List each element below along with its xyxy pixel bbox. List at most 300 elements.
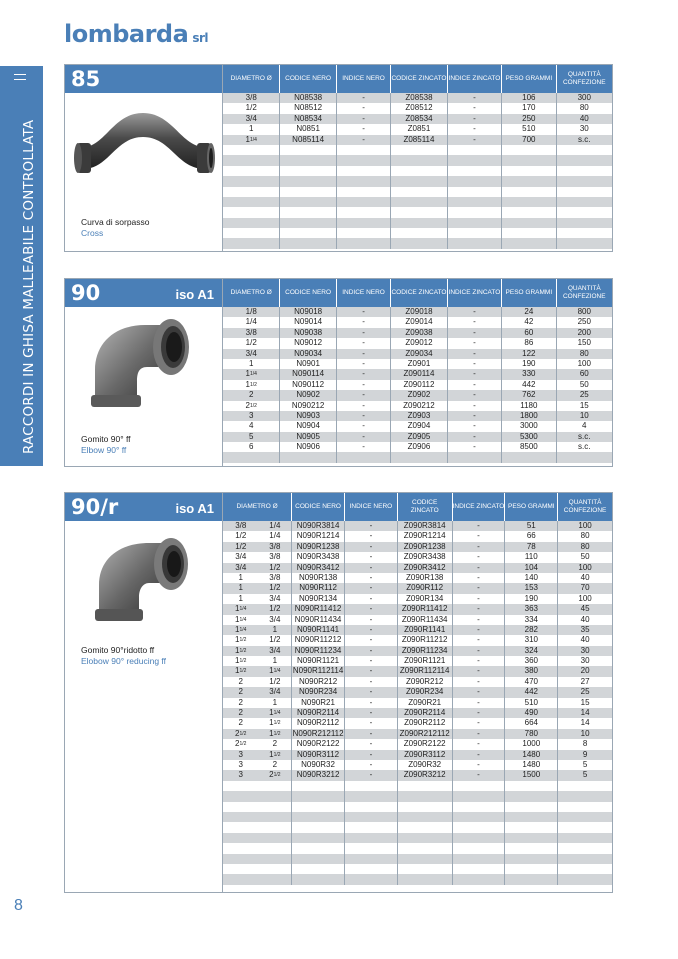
caption-it: Curva di sorpasso — [81, 217, 150, 227]
table-cell: - — [344, 625, 397, 635]
table-cell — [279, 197, 335, 207]
table-cell: s.c. — [556, 432, 612, 442]
table-cell: - — [344, 708, 397, 718]
table-cell — [336, 145, 390, 155]
table-cell — [336, 155, 390, 165]
table-cell — [291, 874, 344, 884]
table-cell: 1500 — [504, 770, 557, 780]
table-cell: Z090112 — [390, 380, 446, 390]
table-cell: N090R1121 — [291, 656, 344, 666]
table-cell: Z090R138 — [397, 573, 452, 583]
table-cell: N090R212 — [291, 677, 344, 687]
table-cell — [259, 833, 292, 843]
table-cell — [504, 812, 557, 822]
table-cell: 3/4 — [269, 645, 281, 655]
table-cell: - — [336, 338, 390, 348]
table-cell — [501, 187, 555, 197]
table-cell: Z090R1214 — [397, 531, 452, 541]
table-cell: Z090R11212 — [397, 635, 452, 645]
table-cell — [504, 781, 557, 791]
table-row — [223, 531, 612, 541]
table-cell — [557, 833, 612, 843]
table-cell: - — [344, 666, 397, 676]
table-cell: $1^{1/2}$ — [235, 656, 247, 666]
table-cell: 1/2 — [245, 103, 257, 113]
table-cell — [390, 166, 446, 176]
table-cell: 310 — [504, 635, 557, 645]
table-cell: 100 — [557, 563, 612, 573]
table-cell — [223, 833, 259, 843]
table-cell: N090R1214 — [291, 531, 344, 541]
table-row — [223, 812, 612, 822]
table-cell: s.c. — [556, 442, 612, 452]
table-cell — [336, 238, 390, 248]
table-cell — [504, 843, 557, 853]
table-cell: N085114 — [279, 135, 335, 145]
column-header-peso: PESO GRAMMI — [501, 65, 555, 93]
column-header-indice-nero: INDICE NERO — [336, 65, 390, 93]
table-cell — [223, 176, 279, 186]
table-cell: Z090R11412 — [397, 604, 452, 614]
table-cell: 1/2 — [269, 676, 281, 686]
table-cell: - — [447, 421, 501, 431]
table-cell: N090R3438 — [291, 552, 344, 562]
table-cell: N0851 — [279, 124, 335, 134]
product-panel — [65, 493, 223, 892]
table-cell — [397, 864, 452, 874]
table-cell — [279, 176, 335, 186]
table-cell — [344, 822, 397, 832]
table-cell — [557, 802, 612, 812]
table-cell: s.c. — [556, 135, 612, 145]
table-cell: - — [447, 328, 501, 338]
table-cell: 3/8 — [245, 93, 257, 102]
table-body — [223, 521, 612, 885]
table-cell: N08538 — [279, 93, 335, 103]
table-cell — [259, 843, 292, 853]
table-cell: Z090R212 — [397, 677, 452, 687]
column-header-codice-zincato: CODICE ZINCATO — [390, 65, 446, 93]
table-row — [223, 135, 612, 145]
table-cell: 800 — [556, 307, 612, 317]
table-cell: - — [447, 317, 501, 327]
page-number: 8 — [14, 897, 23, 914]
section-iso: iso A1 — [175, 287, 214, 302]
table-cell: 100 — [557, 521, 612, 531]
table-cell: N0906 — [279, 442, 335, 452]
table-row — [223, 625, 612, 635]
table-cell — [344, 864, 397, 874]
table-cell: 25 — [556, 390, 612, 400]
table-cell: 45 — [557, 604, 612, 614]
table-cell: N090212 — [279, 401, 335, 411]
table-cell: N090R212112 — [292, 728, 344, 738]
table-cell — [291, 791, 344, 801]
table-cell: 3/8 — [235, 521, 247, 530]
table-cell: 8500 — [501, 442, 555, 452]
table-cell: 3 — [238, 770, 243, 780]
table-row — [223, 854, 612, 864]
table-cell — [397, 874, 452, 884]
table-cell — [397, 843, 452, 853]
table-cell — [452, 874, 505, 884]
table-cell: - — [447, 307, 501, 317]
side-label: RACCORDI IN GHISA MALLEABILE CONTROLLATA — [21, 119, 37, 454]
table-row — [223, 338, 612, 348]
table-cell: 8 — [557, 739, 612, 749]
table-cell: - — [336, 390, 390, 400]
table-row — [223, 103, 612, 113]
table-row — [223, 145, 612, 155]
table-cell — [223, 145, 279, 155]
table-row — [223, 822, 612, 832]
table-cell: 100 — [556, 359, 612, 369]
table-cell — [397, 822, 452, 832]
column-header-quantita: QUANTITÀ CONFEZIONE — [557, 493, 612, 521]
table-cell — [556, 145, 612, 155]
table-cell — [223, 187, 279, 197]
caption-en: Elobow 90° reducing ff — [81, 656, 166, 666]
table-cell: Z090R11234 — [397, 646, 452, 656]
table-cell: Z09018 — [390, 307, 446, 317]
table-cell — [556, 197, 612, 207]
table-row — [223, 207, 612, 217]
table-cell — [501, 166, 555, 176]
table-row — [223, 176, 612, 186]
section-header — [65, 493, 222, 521]
table-cell — [279, 166, 335, 176]
table-cell: Z08512 — [390, 103, 446, 113]
table-cell: - — [447, 411, 501, 421]
column-header-indice-zincato: INDICE ZINCATO — [447, 65, 501, 93]
table-cell — [223, 781, 259, 791]
table-cell — [390, 187, 446, 197]
table-cell: Z09038 — [390, 328, 446, 338]
table-cell: - — [447, 369, 501, 379]
table-cell: - — [447, 359, 501, 369]
table-cell: - — [344, 729, 397, 739]
table-cell — [223, 155, 279, 165]
table-row — [223, 452, 612, 462]
table-cell: $1^{1/2}$ — [235, 645, 247, 655]
table-cell — [259, 854, 292, 864]
table-cell: 80 — [556, 103, 612, 113]
table-cell — [447, 238, 501, 248]
table-cell: N090R11234 — [291, 646, 344, 656]
table-cell: N090R32 — [291, 760, 344, 770]
table-cell: N0905 — [279, 432, 335, 442]
table-cell: $1^{1/4}$ — [269, 708, 281, 718]
table-cell — [501, 218, 555, 228]
table-cell — [557, 854, 612, 864]
table-cell — [344, 781, 397, 791]
column-header-diametro: DIAMETRO Ø — [230, 75, 272, 82]
table-row — [223, 155, 612, 165]
column-header-indice-zincato: INDICE ZINCATO — [452, 493, 505, 521]
table-cell: - — [344, 750, 397, 760]
table-cell: 104 — [504, 563, 557, 573]
table-cell — [279, 207, 335, 217]
table-cell — [344, 812, 397, 822]
table-cell: - — [336, 328, 390, 338]
product-table — [223, 493, 612, 885]
section-header — [65, 279, 222, 307]
table-cell: 363 — [504, 604, 557, 614]
table-cell: - — [452, 625, 505, 635]
elbow-fitting-image — [65, 315, 223, 415]
table-cell — [447, 155, 501, 165]
table-cell: 1180 — [501, 401, 555, 411]
table-cell: 780 — [504, 729, 557, 739]
table-cell: - — [452, 573, 505, 583]
table-cell — [291, 843, 344, 853]
table-cell: - — [452, 718, 505, 728]
table-cell: - — [447, 338, 501, 348]
table-cell: - — [344, 521, 397, 531]
table-cell: 442 — [504, 687, 557, 697]
table-cell: Z090R134 — [397, 594, 452, 604]
table-cell: 1 — [248, 124, 254, 134]
table-row — [223, 432, 612, 442]
table-cell: N0903 — [279, 411, 335, 421]
table-cell: - — [344, 635, 397, 645]
table-cell: $1^{1/4}$ — [269, 666, 281, 676]
table-cell: Z090R11434 — [397, 615, 452, 625]
table-cell: N090R234 — [291, 687, 344, 697]
table-cell: - — [447, 401, 501, 411]
table-cell: 3000 — [501, 421, 555, 431]
table-row — [223, 218, 612, 228]
table-row — [223, 687, 612, 697]
table-cell — [504, 854, 557, 864]
table-cell — [501, 207, 555, 217]
table-cell: 250 — [501, 114, 555, 124]
table-cell — [397, 791, 452, 801]
table-cell — [390, 452, 446, 462]
column-header-indice-zincato: INDICE ZINCATO — [447, 279, 501, 307]
table-row — [223, 114, 612, 124]
brand-name: lombarda — [64, 20, 189, 48]
table-cell: Z090R1121 — [397, 656, 452, 666]
table-cell: 324 — [504, 646, 557, 656]
table-cell: N090114 — [279, 369, 335, 379]
table-cell: $1^{1/2}$ — [245, 379, 257, 389]
table-cell: - — [344, 718, 397, 728]
section-number: 85 — [71, 67, 101, 91]
table-header — [223, 65, 612, 93]
table-cell: 27 — [557, 677, 612, 687]
table-cell: 50 — [557, 552, 612, 562]
section-90 — [64, 278, 613, 467]
table-cell: Z090R112 — [397, 583, 452, 593]
table-cell: 1/4 — [245, 317, 257, 327]
table-cell: 150 — [556, 338, 612, 348]
table-cell: N09014 — [279, 317, 335, 327]
table-row — [223, 369, 612, 379]
table-cell: 86 — [501, 338, 555, 348]
table-cell: 24 — [501, 307, 555, 317]
column-header-peso: PESO GRAMMI — [504, 493, 557, 521]
table-cell: 140 — [504, 573, 557, 583]
table-cell: 2 — [248, 390, 254, 400]
table-cell: 360 — [504, 656, 557, 666]
table-cell — [556, 155, 612, 165]
table-cell — [291, 854, 344, 864]
table-cell — [344, 843, 397, 853]
table-row — [223, 791, 612, 801]
table-cell: N09018 — [279, 307, 335, 317]
table-body — [223, 307, 612, 463]
table-cell: 15 — [557, 698, 612, 708]
table-cell: 2 — [272, 759, 278, 769]
table-row — [223, 317, 612, 327]
table-cell — [336, 187, 390, 197]
table-cell: 6 — [248, 442, 254, 452]
table-row — [223, 646, 612, 656]
table-cell — [390, 238, 446, 248]
table-cell: 3/8 — [245, 327, 257, 337]
table-cell: 1 — [272, 624, 278, 634]
caption-it: Gomito 90°ridotto ff — [81, 645, 155, 655]
table-cell: 3/8 — [269, 552, 281, 562]
table-cell: 2 — [272, 739, 278, 749]
table-cell: - — [452, 552, 505, 562]
table-cell: - — [452, 521, 505, 531]
table-cell: - — [452, 646, 505, 656]
table-row — [223, 328, 612, 338]
table-cell: 3 — [238, 759, 243, 769]
table-cell: 80 — [557, 542, 612, 552]
table-cell: 1 — [238, 572, 243, 582]
table-cell — [336, 197, 390, 207]
table-cell: - — [336, 93, 390, 103]
table-cell: Z090R3438 — [397, 552, 452, 562]
table-cell: - — [344, 739, 397, 749]
table-cell — [390, 207, 446, 217]
table-cell — [390, 228, 446, 238]
table-cell — [556, 218, 612, 228]
table-cell — [556, 166, 612, 176]
table-cell: 3/4 — [245, 113, 257, 123]
table-cell: 14 — [557, 708, 612, 718]
table-cell: 470 — [504, 677, 557, 687]
table-cell — [223, 228, 279, 238]
table-cell: 200 — [556, 328, 612, 338]
table-cell: 153 — [504, 583, 557, 593]
table-row — [223, 802, 612, 812]
table-cell: Z0903 — [390, 411, 446, 421]
table-cell: - — [344, 615, 397, 625]
table-cell — [447, 166, 501, 176]
table-cell — [344, 854, 397, 864]
table-cell: 1/2 — [269, 583, 281, 593]
caption-it: Gomito 90° ff — [81, 434, 131, 444]
table-row — [223, 521, 612, 531]
table-cell: 106 — [501, 93, 555, 103]
table-cell — [344, 874, 397, 884]
table-row — [223, 604, 612, 614]
table-cell: Z090R3814 — [397, 521, 452, 531]
table-cell: - — [452, 666, 505, 676]
table-cell — [390, 218, 446, 228]
table-cell — [223, 802, 259, 812]
table-cell — [223, 822, 259, 832]
table-cell: - — [336, 442, 390, 452]
table-row — [223, 359, 612, 369]
table-cell: $1^{1/4}$ — [245, 369, 257, 379]
table-cell — [279, 218, 335, 228]
table-cell: Z08534 — [390, 114, 446, 124]
table-row — [223, 187, 612, 197]
table-cell: 3/4 — [269, 593, 281, 603]
table-cell: 30 — [557, 646, 612, 656]
table-cell — [557, 822, 612, 832]
table-cell: N090R11434 — [291, 615, 344, 625]
section-number: 90 — [71, 281, 101, 305]
table-cell: Z09014 — [390, 317, 446, 327]
table-cell: N08534 — [279, 114, 335, 124]
table-cell: - — [344, 656, 397, 666]
table-cell: 510 — [504, 698, 557, 708]
table-cell — [344, 791, 397, 801]
column-header-diametro: DIAMETRO Ø — [236, 503, 278, 510]
table-cell: 2 — [238, 676, 243, 686]
table-cell: 4 — [248, 421, 254, 431]
table-cell: - — [344, 583, 397, 593]
table-row — [223, 698, 612, 708]
table-cell: 1800 — [501, 411, 555, 421]
table-cell — [259, 802, 292, 812]
table-header — [223, 279, 612, 307]
table-cell — [397, 854, 452, 864]
table-cell — [223, 452, 279, 462]
table-cell: 5300 — [501, 432, 555, 442]
table-row — [223, 124, 612, 134]
table-cell: $1^{1/2}$ — [235, 635, 247, 645]
table-cell: 3/8 — [269, 572, 281, 582]
table-row — [223, 307, 612, 317]
table-cell: 1480 — [504, 760, 557, 770]
table-cell: $1^{1/4}$ — [235, 624, 247, 634]
table-cell: 80 — [557, 531, 612, 541]
table-cell — [556, 176, 612, 186]
table-row — [223, 635, 612, 645]
table-cell: 30 — [557, 656, 612, 666]
table-cell: - — [452, 635, 505, 645]
table-cell: 2 — [238, 687, 243, 697]
table-cell: Z0901 — [390, 359, 446, 369]
table-cell: 1/4 — [269, 531, 281, 541]
column-header-quantita: QUANTITÀ CONFEZIONE — [556, 65, 612, 93]
table-cell: 30 — [556, 124, 612, 134]
product-panel — [65, 65, 223, 251]
table-row — [223, 874, 612, 884]
table-cell: 250 — [556, 317, 612, 327]
table-cell: Z090R21 — [397, 698, 452, 708]
table-cell: 1/2 — [235, 541, 247, 551]
table-cell: 60 — [556, 369, 612, 379]
table-cell: 2 — [238, 708, 243, 718]
table-cell — [223, 843, 259, 853]
table-cell: - — [336, 124, 390, 134]
table-cell: - — [336, 103, 390, 113]
table-row — [223, 93, 612, 103]
table-cell: Z085114 — [390, 135, 446, 145]
table-cell — [336, 228, 390, 238]
table-cell — [556, 207, 612, 217]
table-cell — [336, 452, 390, 462]
table-cell — [501, 155, 555, 165]
